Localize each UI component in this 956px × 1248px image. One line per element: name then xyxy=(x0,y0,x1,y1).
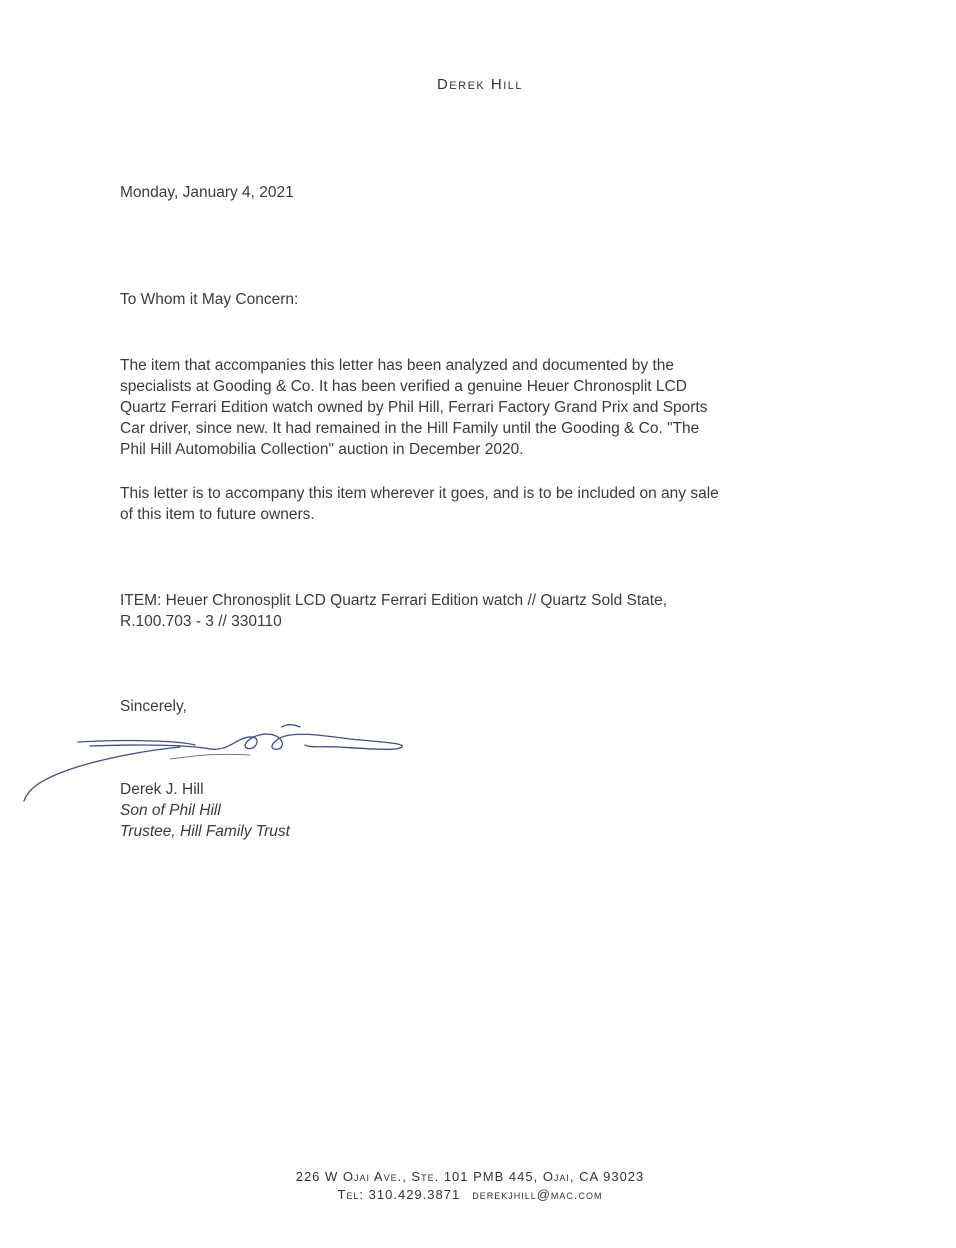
letter-date: Monday, January 4, 2021 xyxy=(120,184,294,201)
signer-title: Son of Phil Hill xyxy=(120,802,221,819)
footer-email: derekjhill@mac.com xyxy=(472,1187,603,1202)
salutation: To Whom it May Concern: xyxy=(120,291,299,308)
paragraph-line: The item that accompanies this letter has been analyzed and documented by the xyxy=(120,357,675,374)
paragraph-line: Car driver, since new. It had remained in the Hill Family until the Gooding & Co. "The xyxy=(120,420,700,437)
letterhead-footer xyxy=(0,1168,940,1204)
item-line: ITEM: Heuer Chronosplit LCD Quartz Ferrari Edition watch // Quartz Sold State, xyxy=(120,592,668,609)
signer-name: Derek J. Hill xyxy=(120,781,204,798)
item-line: R.100.703 - 3 // 330110 xyxy=(120,613,282,630)
body-paragraph-2 xyxy=(120,483,840,525)
footer-contact xyxy=(0,1186,940,1204)
footer-address: 226 W Ojai Ave., Ste. 101 PMB 445, Ojai, CA 93023 xyxy=(295,1169,645,1184)
paragraph-line: Phil Hill Automobilia Collection" auction in December 2020. xyxy=(120,441,524,458)
paragraph-line: Quartz Ferrari Edition watch owned by Phil Hill, Ferrari Factory Grand Prix and Sports xyxy=(120,399,708,416)
body-paragraph-1 xyxy=(120,355,840,460)
closing: Sincerely, xyxy=(120,698,187,715)
paragraph-line: specialists at Gooding & Co. It has been verified a genuine Heuer Chronosplit LCD xyxy=(120,378,687,395)
item-description xyxy=(120,590,840,632)
paragraph-line: of this item to future owners. xyxy=(120,506,315,523)
letterhead-name: Derek Hill xyxy=(436,76,524,93)
signer-block xyxy=(120,779,840,842)
footer-phone: Tel: 310.429.3871 xyxy=(337,1187,461,1202)
paragraph-line: This letter is to accompany this item wherever it goes, and is to be included on any sale xyxy=(120,485,719,502)
signer-title: Trustee, Hill Family Trust xyxy=(120,823,290,840)
